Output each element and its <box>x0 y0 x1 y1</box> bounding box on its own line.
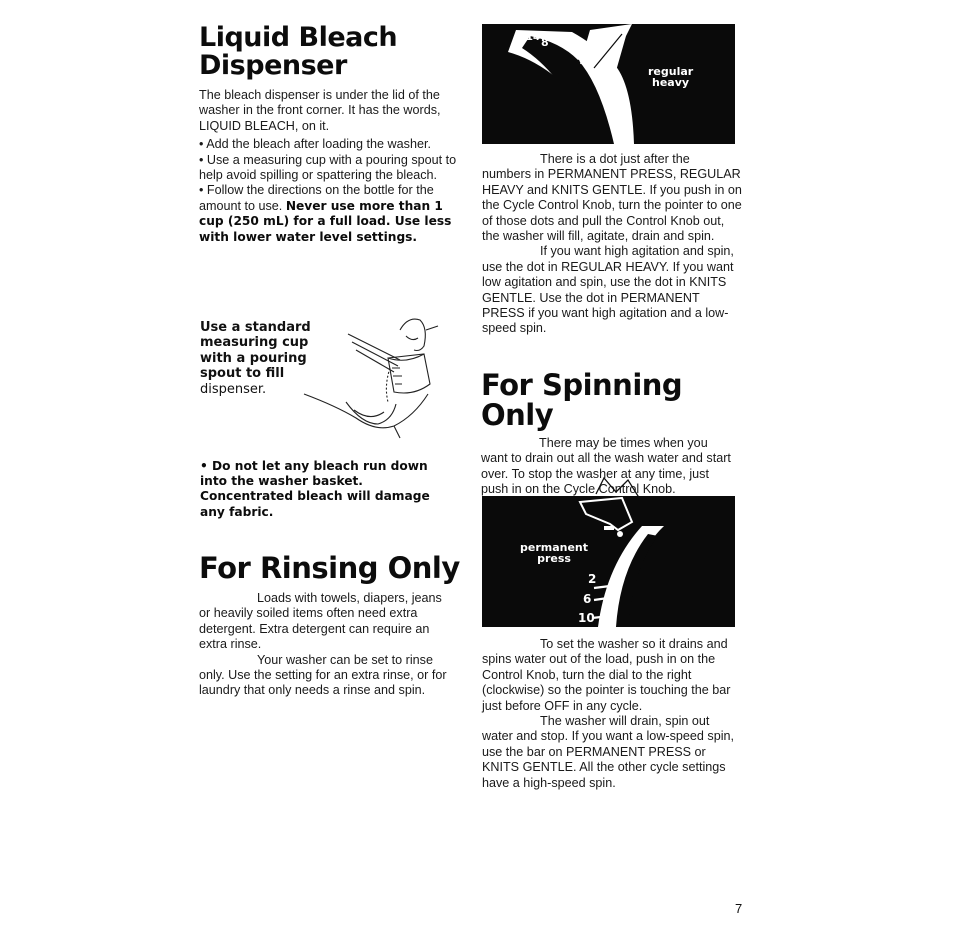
illustration-caption-bold: Use a standard measuring cup with a pouring spout to fill <box>200 320 311 382</box>
bleach-heading-line1: Liquid Bleach <box>199 22 398 53</box>
dial1-number-14: 14 <box>526 32 540 43</box>
bleach-warning: • Do not let any bleach run down into the washer basket. Concentrated bleach will damage any fabric. <box>200 459 430 519</box>
spin-para-1: To set the washer so it drains and spins water out of the load, push in on the Control Knob, turn the dial to the right (clockwise) so the pointer is touching the bar just before OFF in any cycle. <box>482 637 731 713</box>
bleach-bullet-3-plain: • Follow the directions on the bottle for the amount to use. <box>199 183 434 213</box>
bleach-section <box>199 24 461 245</box>
dots-para-1: There is a dot just after the numbers in PERMANENT PRESS, REGULAR HEAVY and KNITS GENTLE. If you push in on the Cycle Control Knob, turn the pointer to one of those dots and pull the Control Knob out, the washer will fill, agitate, drain and spin. <box>482 152 742 244</box>
dial1-label-line1: regular <box>648 65 694 78</box>
measuring-cup-illustration <box>296 306 446 446</box>
rinsing-body <box>199 591 453 699</box>
bleach-bullet-3-bold: Never use more than 1 cup (250 mL) for a full load. Use less with lower water level settings. <box>199 198 452 244</box>
dial-bar <box>618 116 622 140</box>
dial2-label <box>520 542 588 564</box>
dial1-number-2: 2 <box>586 52 594 65</box>
spinning-para-1: There may be times when you want to drain out all the wash water and start over. To stop the washer at any time, just push in on the Cycle Control Knob. <box>481 436 731 497</box>
dial2-number-2: 2 <box>588 572 597 586</box>
bleach-bullet-3 <box>199 183 457 245</box>
dial2-label-line1: permanent <box>520 541 589 554</box>
bleach-heading-line2: Dispenser <box>199 50 347 81</box>
dial2-number-10: 10 <box>578 611 595 625</box>
illustration-caption-plain: dispenser. <box>200 381 267 397</box>
rinsing-para-1: Loads with towels, diapers, jeans or heavily soiled items often need extra detergent. Extra detergent can require an extra rinse. <box>199 591 442 652</box>
dial2-number-6: 6 <box>583 592 592 606</box>
bleach-body <box>199 88 457 245</box>
bleach-intro: The bleach dispenser is under the lid of the washer in the front corner. It has the words, LIQUID BLEACH, on it. <box>199 88 441 133</box>
dots-text <box>482 152 742 337</box>
bleach-bullet-2: • Use a measuring cup with a pouring spout to help avoid spilling or spattering the bleach. <box>199 152 457 183</box>
spinning-heading: For Spinning Only <box>481 368 683 432</box>
rinsing-para-2: Your washer can be set to rinse only. Use the setting for an extra rinse, or for laundry that only needs a rinse and spin. <box>199 652 447 698</box>
cycle-dial-image-regular-heavy <box>482 24 735 144</box>
dial1-number-8: 8 <box>541 36 549 49</box>
dial2-dot <box>617 531 623 537</box>
dial1-label <box>648 66 693 88</box>
dial2-pointer-arrow-icon <box>580 498 632 530</box>
rinsing-section <box>199 553 461 699</box>
bleach-bullet-1: • Add the bleach after loading the washer. <box>199 137 431 152</box>
dial2-label-line2: press <box>537 552 571 565</box>
cycle-dial-image-permanent-press <box>482 496 735 627</box>
rinsing-heading: For Rinsing Only <box>199 551 460 585</box>
bleach-heading <box>199 24 461 80</box>
dial2-bar <box>604 526 614 530</box>
dial-dot <box>605 91 611 97</box>
spin-para-2: The washer will drain, spin out water and stop. If you want a low-speed spin, use the bar on PERMANENT PRESS or KNITS GENTLE. All the other cycle settings have a high-speed spin. <box>482 714 735 790</box>
dots-para-2: If you want high agitation and spin, use the dot in REGULAR HEAVY. If you want low agitation and spin, use the dot in KNITS GENTLE. Use the dot in PERMANENT PRESS if you want high agitation and a low-speed spin. <box>482 244 734 336</box>
dial1-label-line2: heavy <box>652 76 690 89</box>
page-number: 7 <box>735 901 743 916</box>
spin-text <box>482 637 742 791</box>
